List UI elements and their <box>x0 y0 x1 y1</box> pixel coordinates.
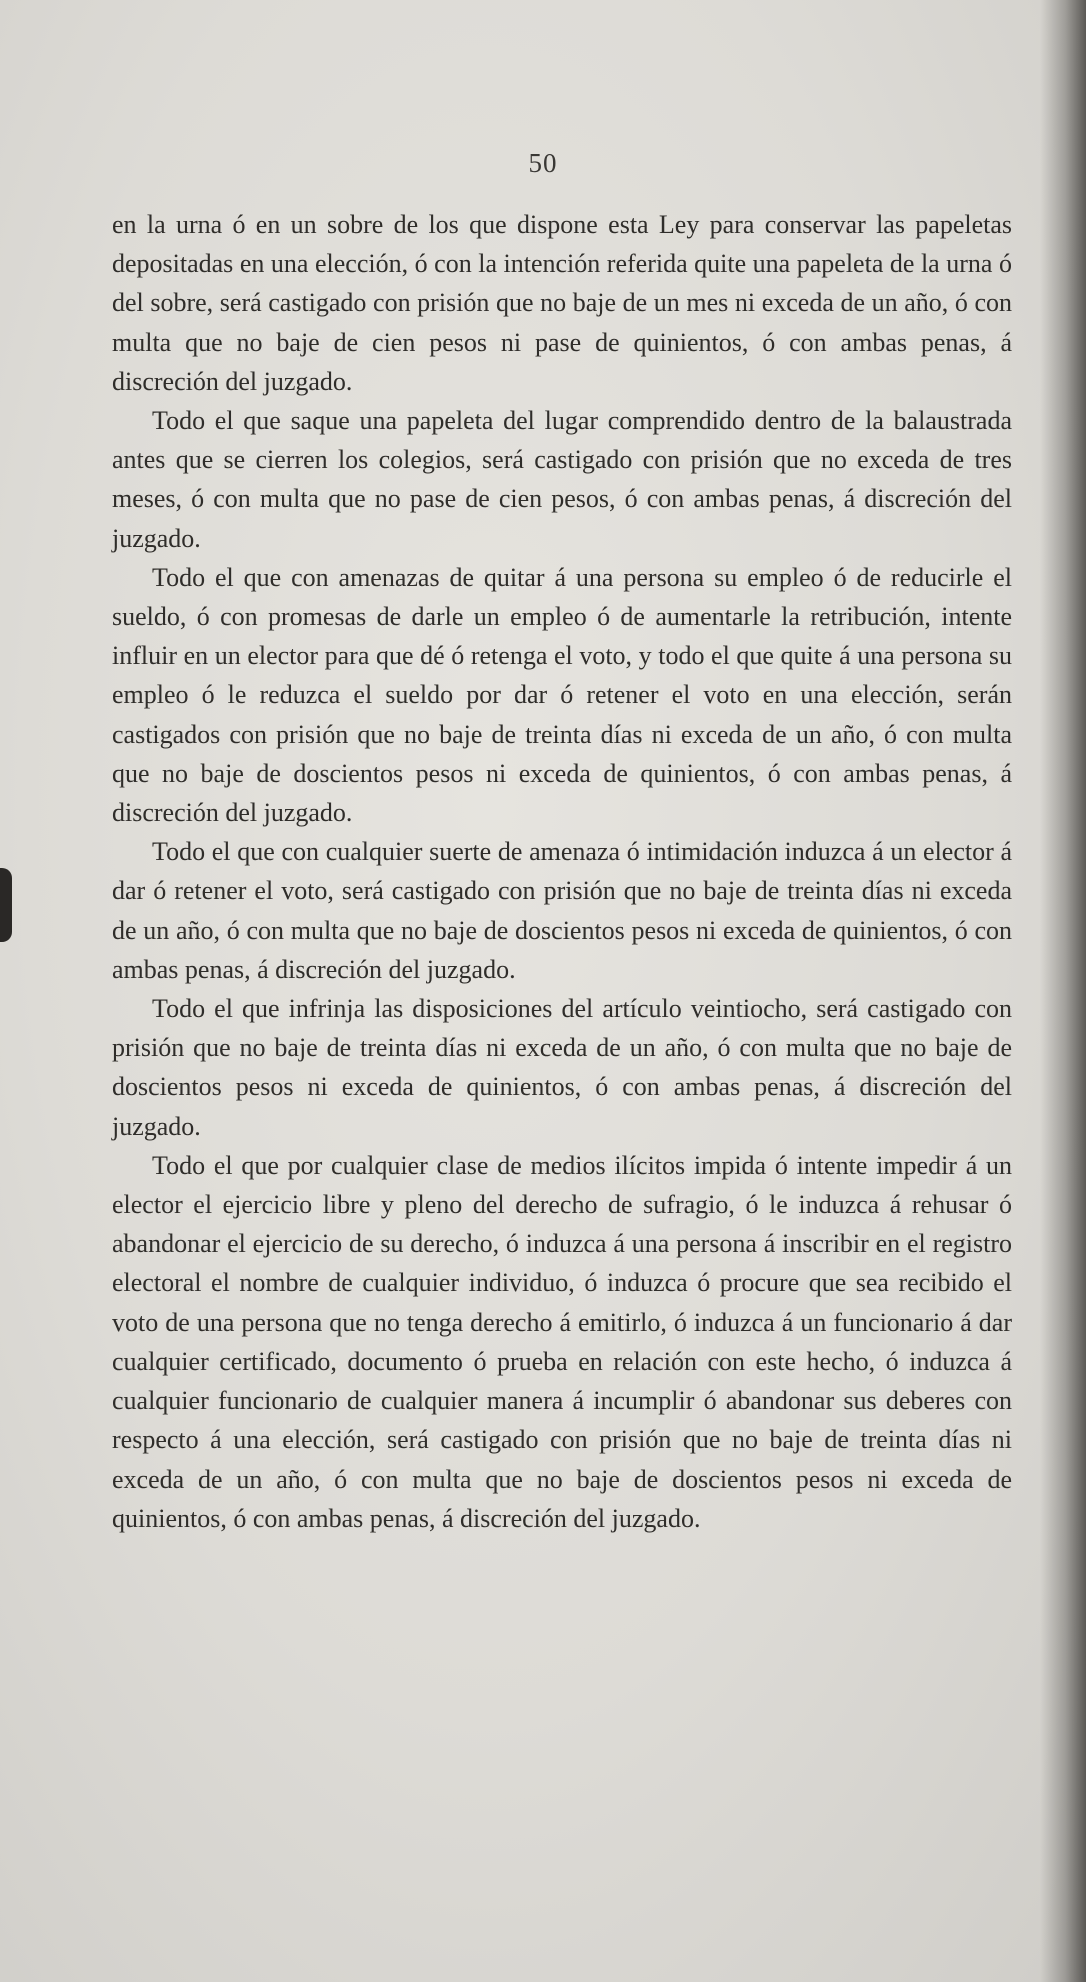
paragraph: Todo el que con amenazas de quitar á una persona su empleo ó de reducirle el sueldo, ó con promesas de darle un empleo ó de aumentarle la retribución, intente influir en un elector para que dé ó retenga el voto, y todo el que quite á una persona su empleo ó le reduzca el sueldo por dar ó retener el voto en una elección, serán castigados con prisión que no baje de treinta días ni exceda de un año, ó con multa que no baje de doscientos pesos ni exceda de quinientos, ó con ambas penas, á discreción del juzgado. <box>112 562 1012 828</box>
binding-shadow <box>1040 0 1086 1982</box>
body-text <box>112 205 1012 1538</box>
paragraph-continued: en la urna ó en un sobre de los que dispone esta Ley para conservar las papeletas depositadas en una elección, ó con la intención referida quite una papeleta de la urna ó del sobre, será castigado con prisión que no baje de un mes ni exceda de un año, ó con multa que no baje de cien pesos ni pase de quinientos, ó con ambas penas, á discreción del juzgado. <box>112 210 1012 396</box>
paragraph: Todo el que saque una papeleta del lugar comprendido dentro de la balaustrada antes que se cierren los colegios, será castigado con prisión que no exceda de tres meses, ó con multa que no pase de cien pesos, ó con ambas penas, á discreción del juzgado. <box>112 406 1012 553</box>
margin-mark <box>0 868 12 942</box>
paragraph: Todo el que con cualquier suerte de amenaza ó intimidación induzca á un elector á dar ó retener el voto, será castigado con prisión que no baje de treinta días ni exceda de un año, ó con multa que no baje de doscientos pesos ni exceda de quinientos, ó con ambas penas, á discreción del juzgado. <box>112 837 1012 984</box>
paragraph: Todo el que por cualquier clase de medios ilícitos impida ó intente impedir á un elector el ejercicio libre y pleno del derecho de sufragio, ó le induzca á rehusar ó abandonar el ejercicio de su derecho, ó induzca á una persona á inscribir en el registro electoral el nombre de cualquier individuo, ó induzca ó procure que sea recibido el voto de una persona que no tenga derecho á emitirlo, ó induzca á un funcionario á dar cualquier certificado, documento ó prueba en relación con este hecho, ó induzca á cualquier funcionario de cualquier manera á incumplir ó abandonar sus deberes con respecto á una elección, será castigado con prisión que no baje de treinta días ni exceda de un año, ó con multa que no baje de doscientos pesos ni exceda de quinientos, ó con ambas penas, á discreción del juzgado. <box>112 1150 1012 1533</box>
paragraph: Todo el que infrinja las disposiciones del artículo veintiocho, será castigado con prisión que no baje de treinta días ni exceda de un año, ó con multa que no baje de doscientos pesos ni exceda de quinientos, ó con ambas penas, á discreción del juzgado. <box>112 994 1012 1141</box>
page-number: 50 <box>528 148 558 178</box>
